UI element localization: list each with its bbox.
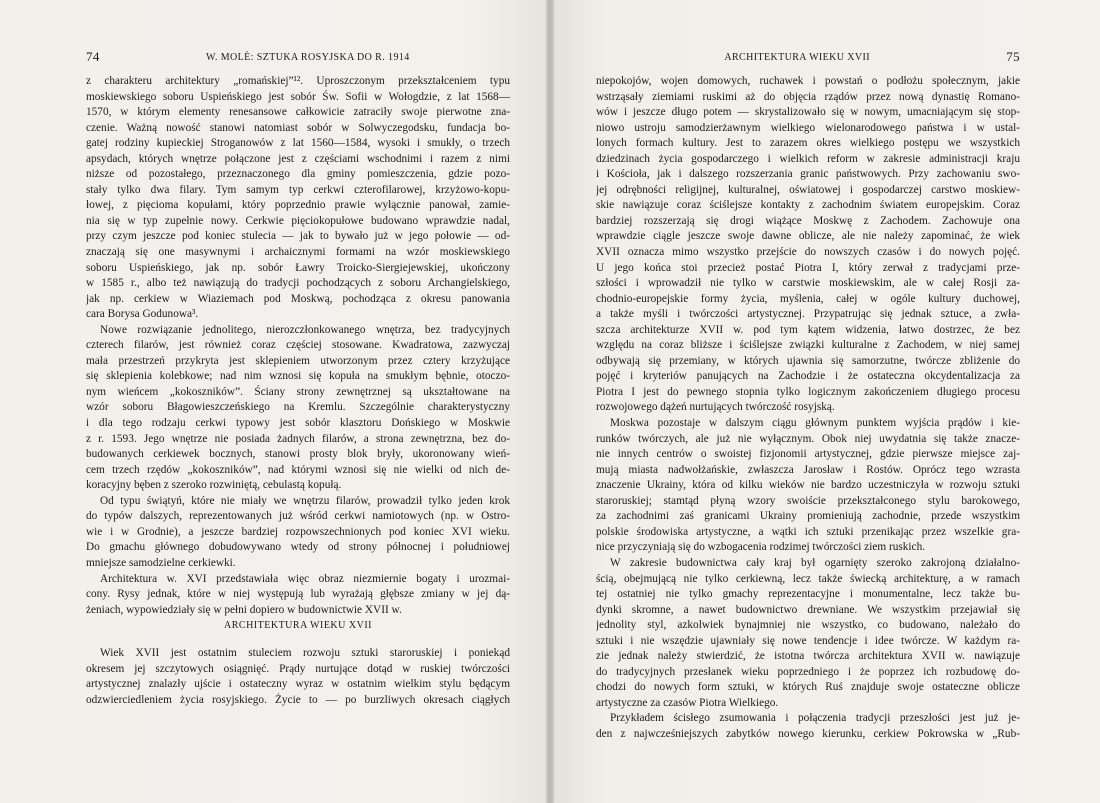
text-line: do tradycyjnych przesłanek wieku poprzedniego i że poprzez ich rozbudowę do- [596,665,1020,678]
text-line: czterech filarów, jest również coraz częściej stosowane. Kwadratowa, zazwyczaj [86,339,510,352]
text-line: i Kościoła, jak i dalszego rozszerzania granic państwowych. Przy zachowaniu swo- [596,168,1020,181]
text-line: ścią, obejmującą nie tylko cerkiewną, lecz także świecką architekturę, a w ramach [596,572,1020,585]
text-line: Piotra I jest do pewnego stopnia tylko logicznym zakończeniem długiego procesu [596,385,1020,398]
text-line: soboru Uspieńskiego, jak np. sobór Ławry Troicko-Siergiejewskiej, ukończony [86,261,510,274]
text-line: nia się w typ zupełnie nowy. Cerkwie pięciokopułowe budowano wprawdzie nadal, [86,214,510,227]
page-number: 74 [86,49,100,64]
text-line: wów i jeszcze długo potem — skrystalizowało się w nowym, umacniającym się stop- [596,106,1020,119]
text-line: zie jednak należy stwierdzić, że istotna twórcza architektura XVII w. nawiązuje [596,650,1020,663]
text-line: nym wieńcem „kokoszników”. Ściany strony zewnętrznej są ukształtowane na [86,385,510,398]
text-line: mała przestrzeń przykryta jest sklepieniem utworzonym przez cztery krzyżujące [86,354,510,367]
left-body-text-continued [86,646,510,708]
text-line: w 1585 r., albo też nawiązują do tradycji pochodzących z soboru Archangielskiego, [86,277,510,290]
text-line: artystycznej znalazły ujście i ostateczny wyraz w ostatnim wielkim stylu będącym [86,678,510,691]
text-line: odzwierciedleniem życia rosyjskiego. Życie to — po burzliwych okresach ciągłych [86,693,510,706]
text-line: znaczają się one masywnymi i archaicznymi formami na wzór moskiewskiego [86,246,510,259]
text-line: z charakteru architektury „romańskiej”¹². Uproszczonym przekształceniem typu [86,75,510,87]
text-line: dynki skromne, a nawet budownictwo drewniane. We wszystkim przejawiał się [596,603,1020,616]
text-line: artystyczne za czasów Piotra Wielkiego. [596,696,779,709]
page-number: 75 [1006,49,1020,64]
text-line: koracyjny bęben z szeroko rozwiniętą, cebulastą kopułą. [86,479,342,492]
text-line: wzór soboru Błagowieszczeńskiego na Kremlu. Szczególnie charakterystyczny [86,401,510,414]
right-body-text [596,74,1020,743]
text-line: chodnio-europejskie formy życia, myślenia, całej w ogóle kultury duchowej, [596,292,1020,305]
text-line: jej odrębności religijnej, kulturalnej, oświatowej i gospodarczej carstwo moskiew- [596,183,1020,196]
running-head: ARCHITEKTURA WIEKU XVII [724,52,870,63]
text-line: nie innych centrów o swoistej fizjonomii artystycznej, gdzie pierwsze miejsce zaj- [596,448,1020,461]
text-line: Architektura w. XVI przedstawiała więc obraz niezmiernie bogaty i urozmai- [100,572,510,585]
text-line: odbywają się przemiany, w których ujawnia się samorzutne, twórcze zbliżenie do [596,354,1020,367]
text-line: nice przyczyniają się do wzbogacenia rodzimej twórczości ziem ruskich. [596,541,926,554]
text-line: sztuki i nie wszędzie ujawniały się nowe tendencje i idee twórcze. W każdym ra- [596,634,1020,647]
text-line: stały tylko dwa filary. Tym samym typ cerkwi czterofilarowej, krzyżowo-kopu- [86,183,510,196]
text-line: szłości i wprowadził nie tylko w carstwie moskiewskim, ale w całej Rosji za- [596,277,1020,290]
text-line: cem trzech rzędów „kokoszników”, nad którymi wznosi się nie wielki od nich de- [86,463,510,476]
text-line: za zachodnimi zaś granicami Ukrainy promieniują zachodnie, przede wszystkim [596,510,1020,523]
right-page [550,0,1100,803]
text-line: wprawdzie ciągle jeszcze swoje dawne oblicze, ale nie należy zapominać, że wiek [596,230,1020,243]
text-line: okresem jej szczytowych osiągnięć. Prądy nurtujące dotąd w ruskiej twórczości [86,662,510,675]
text-line: U jego końca stoi przecież postać Piotra I, który zerwał z tradycjami prze- [596,261,1020,274]
text-line: znaczenie Ukrainy, która od kilku wieków nie bardzo uczestniczyła w rozwoju sztuki [596,479,1020,492]
text-line: 1570, w którym elementy renesansowe całkowicie zatraciły swoje pierwotne zna- [86,106,510,119]
text-line: czenie. Ważną nowość stanowi natomiast sobór w Solwyczegodsku, fundacja bo- [86,121,510,134]
text-line: wie i w Grodnie), a jeszcze bardziej rozpowszechnionych pod koniec XVI wieku. [86,525,510,538]
text-line: niższe od pozostałego, przeznaczonego dla gminy pomieszczenia, gdzie pozo- [86,168,510,181]
text-line: Przykładem ścisłego zsumowania i połączenia tradycji przeszłości jest już je- [610,712,1020,725]
text-line: pojęć i kryteriów panujących na Zachodzie i że ostateczna okcydentalizacja za [596,370,1020,383]
text-line: chodzi do nowych form sztuki, w których Ruś znajduje swoje ostateczne oblicze [596,681,1020,694]
running-head: W. MOLÈ: SZTUKA ROSYJSKA DO R. 1914 [206,52,410,63]
text-line: niowo ustroju samodzierżawnym wielkiego wielonarodowego państwa i w ustal- [596,121,1020,134]
text-line: mniejsze samodzielne cerkiewki. [86,556,236,569]
text-line: cara Borysa Godunowa³. [86,308,199,321]
text-line: Moskwa pozostaje w dalszym ciągu głównym punktem wyjścia prądów i kie- [610,417,1020,430]
text-line: mują miasta nadwołżańskie, zwłaszcza Jarosław i Rostów. Oprócz tego wzrasta [596,463,1020,476]
text-line: lonych formach kultury. Jest to zarazem okres wielkiego postępu we wszystkich [596,137,1020,150]
text-line: żeniach, wypowiedziały się w pełni dopiero w budownictwie XVII w. [86,603,402,616]
text-line: bardziej rozszerzają się drogi wiążące Moskwę z Zachodem. Zachowuje ona [596,214,1020,227]
text-line: a także myśli i twórczości artystycznej. Przypatrując się jednak sztuce, a zwła- [596,308,1020,321]
left-body-text [86,74,510,618]
text-line: Do gmachu głównego dobudowywano wtedy od strony północnej i południowej [86,541,510,554]
text-line: tej ostatniej nie tylko gmachy reprezentacyjne i monumentalne, lecz także bu- [596,588,1020,601]
text-line: gatej rodziny kupieckiej Stroganowów z lat 1560—1584, wysoki i smukły, o trzech [86,137,510,150]
text-line: szcza architekturze XVII w. pod tym kątem widzenia, łatwo dostrzec, że bez [596,323,1020,336]
text-line: przy czym jeszcze pod koniec stulecia — jak to bywało już w jego połowie — od- [86,230,510,243]
text-line: względu na coraz bliższe i ściślejsze związki kulturalne z Zachodem, w niej samej [596,339,1020,352]
text-line: wstrząsały ziemiami ruskimi aż do objęcia rządów przez nową dynastię Romano- [596,90,1020,103]
text-line: i dla tego rodzaju cerkwi typowy jest sobór klasztoru Dońskiego w Moskwie [86,417,510,430]
text-line: Nowe rozwiązanie jednolitego, nierozczłonkowanego wnętrza, bez tradycyjnych [100,323,510,336]
book-gutter [546,0,554,803]
text-line: W zakresie budownictwa cały kraj był ogarnięty szeroko zakrojoną działalno- [610,556,1020,569]
text-line: dziedzinach życia gospodarczego i wielkich reform w zakresie administracji kraju [596,152,1020,165]
text-line: się sklepienia kolebkowe; nad nim wznosi się kopuła na smukłym bębnie, otoczo- [86,370,510,383]
text-line: runków twórczych, ale już nie wyłącznym. Obok niej uwydatnia się także znacze- [596,432,1020,445]
text-line: moskiewskiego soboru Uspieńskiego jest sobór Św. Sofii w Wołogdzie, z lat 1568— [86,90,510,103]
text-line: do typów dalszych, reprezentowanych już wśród cerkwi namiotowych (np. w Ostro- [86,510,510,523]
text-line: budowanych cerkiewek bocznych, stanowi prosty blok bryły, ukoronowany wień- [86,448,510,461]
text-line: XVII oznacza mimo wszystko przejście do nowszych czasów i do nowych pojęć. [596,246,1020,259]
text-line: jak np. cerkiew w Wiaziemach pod Moskwą, pochodząca z okresu panowania [86,292,510,305]
text-line: niepokojów, wojen domowych, ruchawek i powstań o podłożu społecznym, jakie [596,75,1020,87]
text-line: den z najwcześniejszych zabytków nowego kierunku, cerkiew Pokrowska w „Rub- [596,727,1020,740]
right-page-header [596,49,1020,68]
text-line: staroruskiej; stamtąd płyną wzory swoiście przekształconego stylu barokowego, [596,494,1020,507]
text-line: rozwojowego dążeń nurtujących twórczość rosyjską. [596,401,835,414]
text-line: polskie środowiska artystyczne, a wątki ich sztuki przenikając przez wszelkie gra- [596,525,1020,538]
text-line: jednolity styl, azkolwiek bynajmniej nie wszystko, co budowano, należało do [596,619,1020,632]
text-line: apsydach, których wnętrze połączone jest z częściami wschodnimi i razem z nimi [86,152,510,165]
text-line: cony. Rysy jednak, które w niej występują lub wyrażają głębsze zmiany w jej dą- [86,588,510,601]
text-line: Od typu świątyń, które nie miały we wnętrzu filarów, prowadził tylko jeden krok [100,494,510,507]
text-line: łowej, z pięcioma kopułami, który poprzednio prawie wyłącznie panował, zamie- [86,199,510,212]
section-heading: ARCHITEKTURA WIEKU XVII [224,620,372,631]
text-line: skie nawiązuje coraz ściślejsze kontakty z zachodnim światem europejskim. Coraz [596,199,1020,212]
text-line: z r. 1593. Jego wnętrze nie posiada żadnych filarów, a strona zewnętrzna, bez do- [86,432,510,445]
text-line: Wiek XVII jest ostatnim stuleciem rozwoju sztuki staroruskiej i poniekąd [100,647,510,659]
left-page-header [86,49,510,68]
